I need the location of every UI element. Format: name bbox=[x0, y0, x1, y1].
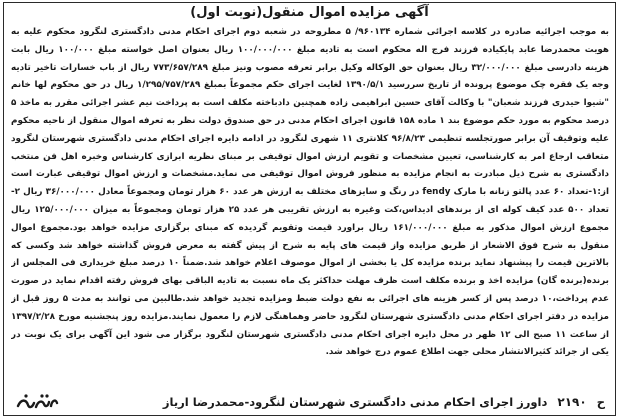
notice-footer bbox=[4, 389, 615, 415]
reference-number: ۲۱۹۰ bbox=[557, 395, 587, 409]
footer-row bbox=[8, 392, 605, 412]
notice-body bbox=[11, 24, 609, 386]
reference-prefix: ح bbox=[596, 395, 605, 409]
signature-line: داورز اجرای احکام مدنی دادگستری شهرستان لنگرود-محمدرضا اریاز bbox=[162, 395, 548, 409]
publisher-logo-icon bbox=[14, 391, 60, 413]
auction-notice bbox=[3, 2, 616, 416]
notice-body-text: به موجب اجرائیه صادره در کلاسه اجرائی شماره ۹۶۰۱۳۴/ ۵ مطروحه در شعبه دوم اجرای احکام مدنی دادگستری لنگرود محکوم علیه به هویت محمدرضا عابد پایکیاده فرزند فرج اله محکوم است به تادیه مبلغ ۱۰۰/۰۰۰/۰۰۰ ریال بعنوان اصل خواسته مبلغ ۱۰۰/۰۰۰ ریال بابت هزینه دادرسی مبلغ ۳۲/۰۰۰/۰۰۰ ریال بعنوان حق الوکاله وکیل برابر تعرفه مصوب ونیز مبلغ ۷۷۳/۶۵۷/۲۸۹ ریال از باب خسارات تاخیر تادیه وجه یک فقره چک موضوع پرونده از تاریخ سررسید ۱۳۹۰/۵/۱ لغایت اجرای حکم مجموعاً بمبلغ ۱/۲۹۵/۷۵۷/۲۸۹ ریال در حق محکوم لها خانم "شیوا حیدری فرزند شعبان" با وکالت آقای حسین ابراهیمی زاده همچنین دادباخته مکلف است به پرداخت نیم عشر اجرائی مقرر به ماخذ ۵ درصد محکوم به مورد حکم موضوع بند ۱ ماده ۱۵۸ قانون اجرای احکام مدنی در حق صندوق دولت نظر به تعرفه اموال منقول از ناحیه محکوم علیه وتوقیف آن برابر صورتجلسه تنظیمی ۹۶/۸/۲۳ کلانتری ۱۱ شهری لنگرود در ادامه دایره اجرای احکام مدنی دادگستری شهرستان لنگرود متعاقب ارجاع امر به کارشناسی، تعیین مشخصات و تقویم ارزش اموال توقیفی بر مبنای نظریه ابرازی کارشناس وخبره اهل فن منتخب دادگستری به شرح ذیل مبادرت به انجام مزایده به منظور فروش اموال توقیفی می نماید.مشخصات و ارزش اموال توقیفی عبارت است از:۱-تعداد ۶۰ عدد پالتو زنانه با مارک fendy در رنگ و سایزهای مختلف به ارزش هر عدد ۶۰ هزار تومان ومجموعاً معادل ۳۶/۰۰۰/۰۰۰ ریال ۲-تعداد ۵۰۰ عدد کیف کوله ای از برندهای ادیداس،کت وغیره به ارزش تقریبی هر عدد ۲۵ هزار تومان ومجموعاً به میزان ۱۲۵/۰۰۰/۰۰۰ ریال مجموع ارزش اموال مذکور به مبلغ ۱۶۱/۰۰۰/۰۰۰ ریال براورد قیمت وتقویم گردیده که مبنای برگزاری مزایده خواهد بود.مجموع اموال منقول به شرح فوق الاشعار از طریق مزایده واز قیمت های پایه به شرح از پیش گفته به معرض فروش گذاشته خواهد شد وکسی که بالاترین قیمت را پیشنهاد نماید برنده مزایده کل یا بخشی از اموال موصوف اعلام خواهد شد.ضمناً ۱۰ درصد مبلغ خریداری فی المجلس از برنده(برنده گان) مزایده اخذ و برنده مکلف است ظرف مهلت حداکثر یک ماه نسبت به تادیه الباقی بهای فروش رفته اقدام نماید در صورت عدم پرداخت،۱۰ درصد پس از کسر هزینه های اجرائی به نفع دولت ضبط ومزایده تجدید خواهد شد.طالبین می توانند به مدت ۵ روز قبل از مزایده در دفتر اجرای احکام مدنی دادگستری شهرستان لنگرود حاضر وهماهنگی لازم را معمول نمایند.مزایده روز پنجشنبه مورخ ۱۳۹۷/۲/۲۸ از ساعت ۱۱ صبح الی ۱۲ ظهر در محل دایره اجرای احکام مدنی دادگستری شهرستان لنگرود برگزار می شود این آگهی برای یک نوبت در یکی از جرائد کثیرالانتشار محلی جهت اطلاع عموم درج خواهد شد. bbox=[11, 27, 609, 358]
notice-title: آگهی مزایده اموال منقول(نوبت اول) bbox=[190, 5, 429, 20]
